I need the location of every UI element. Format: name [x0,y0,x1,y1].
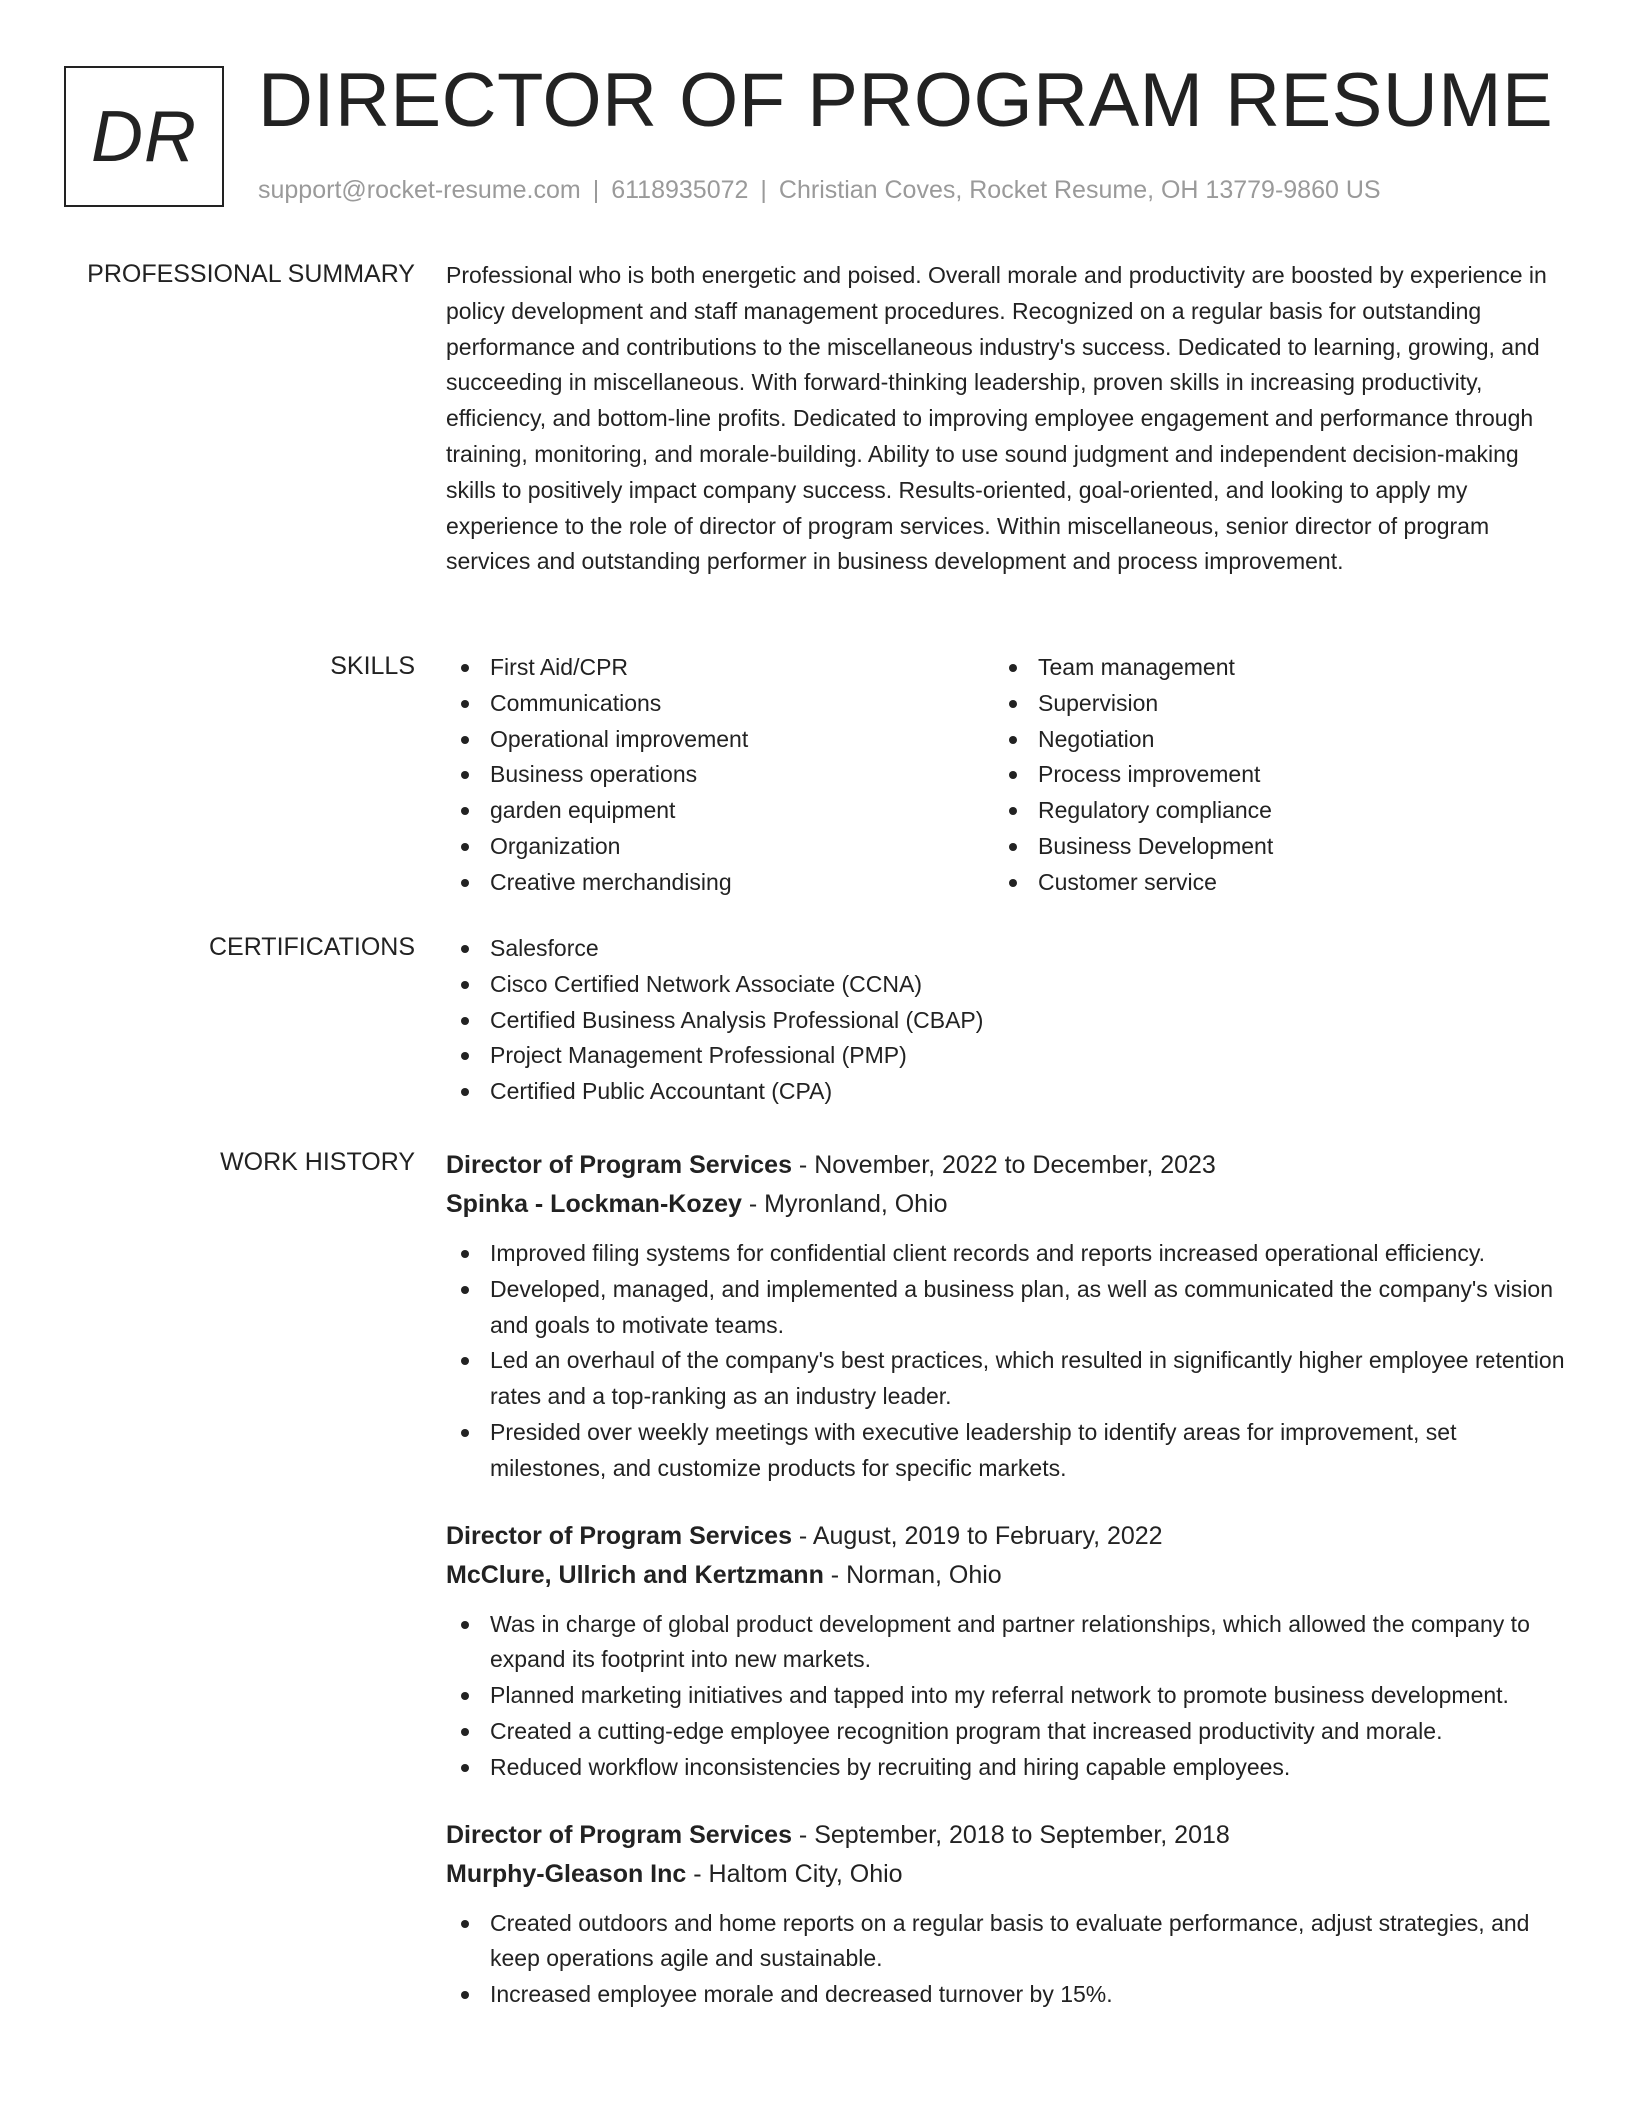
monogram-initials: DR [91,96,197,177]
job-location: - Haltom City, Ohio [686,1859,903,1888]
contact-line [258,174,1381,206]
skill-item: Business Development [994,829,1542,865]
skill-item: garden equipment [446,793,994,829]
contact-address: Christian Coves, Rocket Resume, OH 13779-9860 US [778,176,1381,204]
skill-item: Business operations [446,757,994,793]
job-title-line [446,1517,1566,1556]
job-company-line [446,1185,1566,1224]
skill-item: Customer service [994,865,1542,901]
monogram-badge [64,66,224,207]
skill-item: Regulatory compliance [994,793,1542,829]
contact-email: support@rocket-resume.com [258,176,581,204]
job-bullets [446,1236,1566,1487]
certification-item: Project Management Professional (PMP) [446,1038,1566,1074]
job-bullet: Presided over weekly meetings with executive leadership to identify areas for improvement, set milestones, and customize products for specific markets. [446,1415,1566,1487]
certification-item: Cisco Certified Network Associate (CCNA) [446,967,1566,1003]
job-location: - Norman, Ohio [823,1560,1002,1589]
job-bullet: Improved filing systems for confidential client records and reports increased operational efficiency. [446,1236,1566,1272]
job-company: McClure, Ullrich and Kertzmann [446,1560,824,1589]
job-entry [446,1146,1566,1487]
job-bullet: Created a cutting-edge employee recognition program that increased productivity and morale. [446,1714,1566,1750]
skill-item: Negotiation [994,722,1542,758]
skill-item: Process improvement [994,757,1542,793]
job-bullet: Reduced workflow inconsistencies by recruiting and hiring capable employees. [446,1750,1566,1786]
job-title: Director of Program Services [446,1820,792,1849]
job-bullet: Increased employee morale and decreased turnover by 15%. [446,1977,1566,2013]
job-title-line [446,1816,1566,1855]
skills-body [446,650,1566,901]
certification-item: Salesforce [446,931,1566,967]
skill-item: First Aid/CPR [446,650,994,686]
job-entry [446,1517,1566,1786]
job-bullet: Developed, managed, and implemented a business plan, as well as communicated the company's vision and goals to motivate teams. [446,1272,1566,1344]
job-bullet: Created outdoors and home reports on a regular basis to evaluate performance, adjust strategies, and keep operations agile and sustainable. [446,1906,1566,1978]
job-entry [446,1816,1566,2013]
job-company-line [446,1855,1566,1894]
job-bullet: Was in charge of global product development and partner relationships, which allowed the company to expand its footprint into new markets. [446,1607,1566,1679]
section-label-skills: SKILLS [330,652,415,680]
page-title: DIRECTOR OF PROGRAM RESUME [258,58,1554,143]
job-dates: - August, 2019 to February, 2022 [791,1521,1163,1550]
section-label-summary: PROFESSIONAL SUMMARY [87,260,415,288]
job-title-line [446,1146,1566,1185]
skill-item: Team management [994,650,1542,686]
skills-list-left [446,650,994,901]
job-bullet: Planned marketing initiatives and tapped into my referral network to promote business development. [446,1678,1566,1714]
certifications-list [446,931,1566,1110]
contact-phone: 6118935072 [611,176,749,204]
job-company-line [446,1556,1566,1595]
skill-item: Operational improvement [446,722,994,758]
certification-item: Certified Public Accountant (CPA) [446,1074,1566,1110]
contact-separator: | [592,176,600,204]
skills-list-right [994,650,1542,901]
job-company: Murphy-Gleason Inc [446,1859,687,1888]
section-label-certifications: CERTIFICATIONS [208,933,415,961]
skill-item: Supervision [994,686,1542,722]
work-history-body [446,1146,1566,2043]
job-bullets [446,1906,1566,2013]
job-dates: - September, 2018 to September, 2018 [791,1820,1230,1849]
summary-body [446,258,1566,580]
job-bullet: Led an overhaul of the company's best practices, which resulted in significantly higher employee retention rates and a top-ranking as an industry leader. [446,1343,1566,1415]
job-title: Director of Program Services [446,1521,792,1550]
certification-item: Certified Business Analysis Professional (CBAP) [446,1003,1566,1039]
job-bullets [446,1607,1566,1786]
contact-separator: | [760,176,767,204]
summary-text: Professional who is both energetic and poised. Overall morale and productivity are boosted by experience in policy development and staff management procedures. Recognized on a regular basis for outstanding performance and contributions to the miscellaneous industry's success. Dedicated to learning, growing, and succeeding in miscellaneous. With forward-thinking leadership, proven skills in increasing productivity, efficiency, and bottom-line profits. Dedicated to improving employee engagement and performance through training, monitoring, and morale-building. Ability to use sound judgment and independent decision-making skills to positively impact company success. Results-oriented, goal-oriented, and looking to apply my experience to the role of director of program services. Within miscellaneous, senior director of program services and outstanding performer in business development and process improvement. [446,262,1547,575]
skill-item: Creative merchandising [446,865,994,901]
skill-item: Organization [446,829,994,865]
job-dates: - November, 2022 to December, 2023 [791,1151,1216,1179]
certifications-body [446,931,1566,1110]
job-location: - Myronland, Ohio [741,1190,948,1218]
job-company: Spinka - Lockman-Kozey [446,1190,742,1218]
section-label-work-history: WORK HISTORY [220,1148,415,1176]
job-title: Director of Program Services [446,1151,792,1179]
skill-item: Communications [446,686,994,722]
